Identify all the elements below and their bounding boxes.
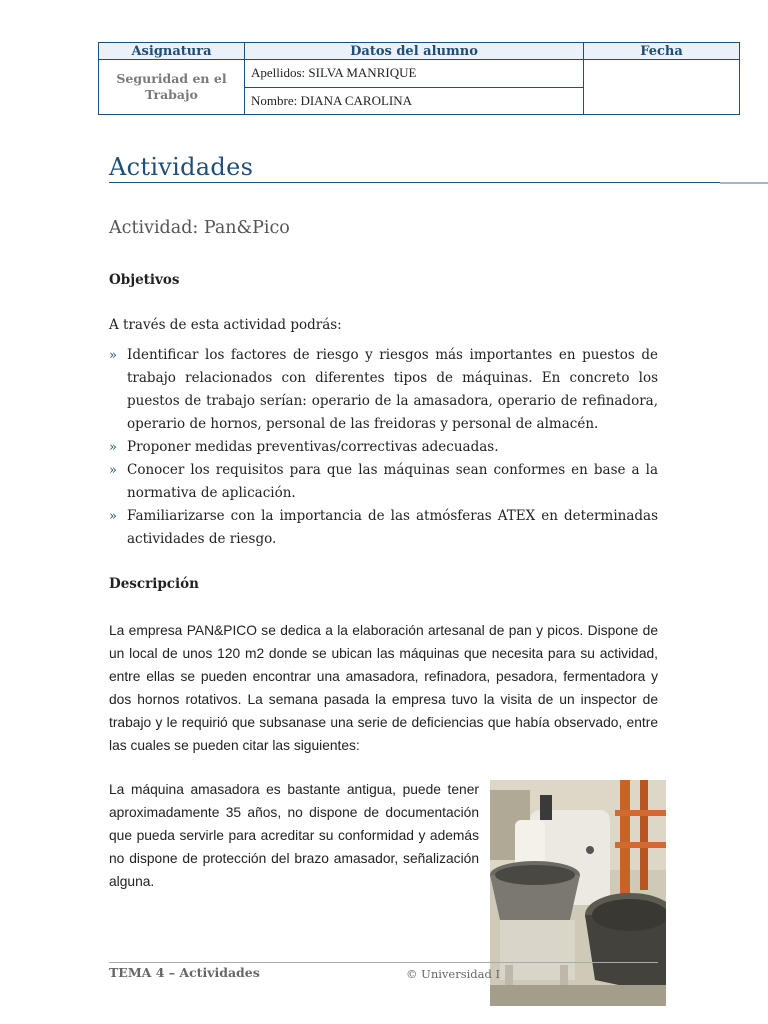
objectives-list — [109, 344, 658, 551]
header-date: Fecha — [584, 43, 740, 60]
objectives-heading: Objetivos — [109, 272, 180, 288]
intro-text: A través de esta actividad podrás: — [109, 317, 342, 333]
list-item — [109, 505, 658, 551]
subject-cell — [99, 60, 245, 115]
header-student-data: Datos del alumno — [245, 43, 584, 60]
bullet-icon: » — [109, 440, 117, 455]
name-field: Nombre: DIANA CAROLINA — [245, 87, 584, 114]
footer-section: TEMA 4 – Actividades — [109, 965, 260, 980]
list-item — [109, 436, 658, 459]
header-table — [98, 42, 740, 115]
list-item-text: Identificar los factores de riesgo y riesgos más importantes en puestos de trabajo relacionados con diferentes tipos de máquinas. En concreto los puestos de trabajo serían: operario de la amasadora, operario de refinadora, operario de hornos, personal de las freidoras y personal de almacén. — [127, 347, 658, 432]
footer-copyright: © Universidad I — [406, 967, 501, 981]
kneading-machine-photo — [490, 780, 666, 1006]
activity-title: Actividad: Pan&Pico — [109, 218, 290, 238]
bullet-icon: » — [109, 348, 117, 363]
machine-description: La máquina amasadora es bastante antigua, puede tener aproximadamente 35 años, no dispone de documentación que pueda servirle para acreditar su conformidad y además no dispone de protección del brazo amasador, señalización alguna. — [109, 782, 479, 889]
description-text: La empresa PAN&PICO se dedica a la elaboración artesanal de pan y picos. Dispone de un local de unos 120 m2 donde se ubican las máquinas que necesita para su actividad, entre ellas se pueden encontrar una amasadora, refinadora, pesadora, fermentadora y dos hornos rotativos. La semana pasada la empresa tuvo la visita de un inspector de trabajo y le requirió que subsanase una serie de deficiencias que había observado, entre las cuales se pueden citar las siguientes: — [109, 623, 658, 753]
list-item-text: Familiarizarse con la importancia de las atmósferas ATEX en determinadas actividades de riesgo. — [127, 508, 658, 547]
header-subject: Asignatura — [99, 43, 245, 60]
title-divider-accent — [720, 182, 768, 184]
subject-line-2: Trabajo — [145, 87, 198, 103]
list-item — [109, 459, 658, 505]
subject-line-1: Seguridad en el — [116, 71, 227, 87]
list-item-text: Proponer medidas preventivas/correctivas adecuadas. — [127, 439, 499, 455]
list-item-text: Conocer los requisitos para que las máquinas sean conformes en base a la normativa de aplicación. — [127, 462, 658, 501]
bullet-icon: » — [109, 509, 117, 524]
title-divider — [109, 182, 768, 183]
description-heading: Descripción — [109, 576, 199, 592]
bullet-icon: » — [109, 463, 117, 478]
surname-field: Apellidos: SILVA MANRIQUE — [245, 60, 584, 87]
footer-divider — [109, 962, 658, 963]
list-item — [109, 344, 658, 436]
page-title: Actividades — [109, 153, 254, 181]
date-cell — [584, 60, 740, 115]
